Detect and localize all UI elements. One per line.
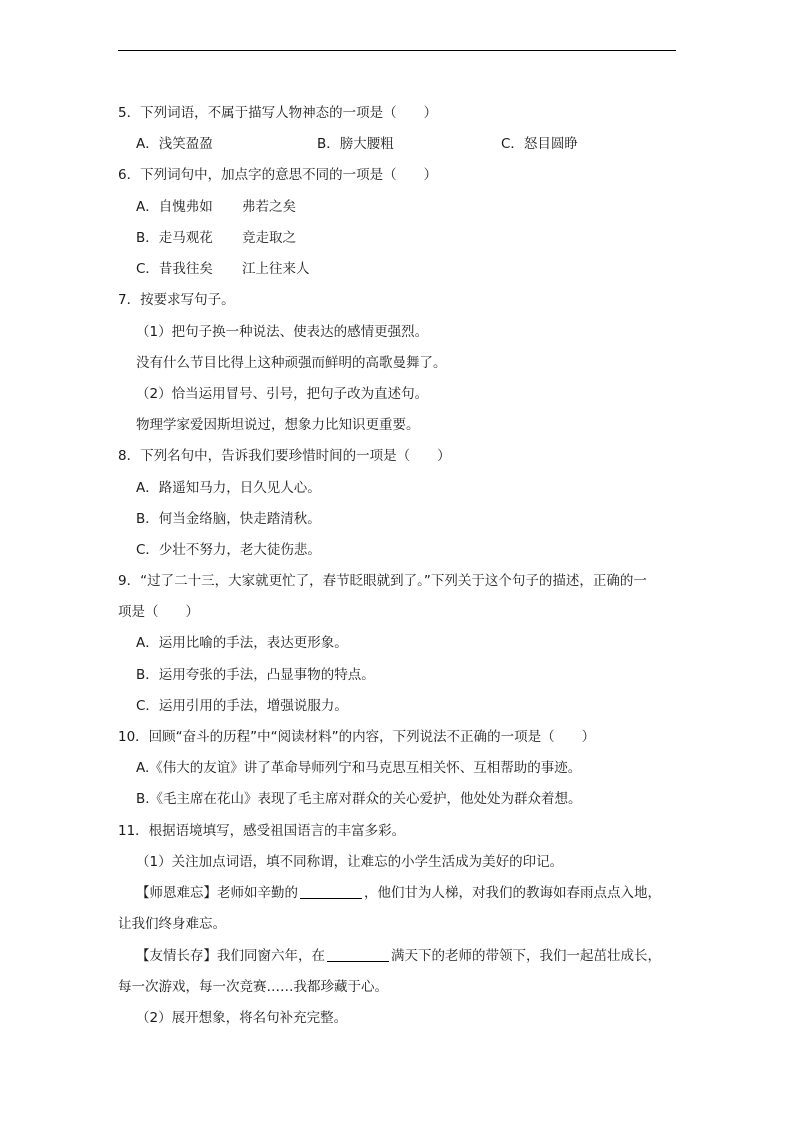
question-8-stem: 8．下列名句中，告诉我们要珍惜时间的一项是（ ）	[118, 448, 451, 464]
question-9-option-b: B．运用夸张的手法，凸显事物的特点。	[136, 667, 375, 683]
paragraph-text: 【师恩难忘】老师如辛勤的	[136, 885, 298, 901]
question-11-sub1: （1）关注加点词语，填不同称谓，让难忘的小学生活成为美好的印记。	[136, 854, 564, 870]
question-5-option-c: C．怒目圆睁	[501, 136, 578, 152]
question-8-option-c: C．少壮不努力，老大徒伤悲。	[136, 542, 321, 558]
question-9-option-c: C．运用引用的手法，增强说服力。	[136, 698, 348, 714]
question-5-option-a: A．浅笑盈盈	[136, 136, 213, 152]
question-11-sub2: （2）展开想象，将名句补充完整。	[136, 1010, 348, 1026]
question-11-paragraph-teacher-cont: 让我们终身难忘。	[118, 916, 226, 932]
question-9-stem-line1: 9．“过了二十三，大家就更忙了，春节眨眼就到了。”下列关于这个句子的描述，正确的一	[118, 573, 647, 589]
fill-in-blank[interactable]	[327, 947, 389, 962]
question-9-stem-line2: 项是（ ）	[118, 604, 199, 620]
question-6-option-b-pair: 竞走取之	[242, 230, 296, 246]
question-10-stem: 10．回顾“奋斗的历程”中“阅读材料”的内容，下列说法不正确的一项是（ ）	[118, 729, 596, 745]
question-6-option-a-pair: 弗若之矣	[242, 199, 296, 215]
question-7-sub2-sentence: 物理学家爱因斯坦说过，想象力比知识更重要。	[136, 417, 420, 433]
question-8-option-b: B．何当金络脑，快走踏清秋。	[136, 511, 321, 527]
paragraph-text: ，他们甘为人梯，对我们的教诲如春雨点点入地，	[364, 885, 661, 901]
question-11-stem: 11．根据语境填写，感受祖国语言的丰富多彩。	[118, 823, 406, 839]
question-7-sub1-sentence: 没有什么节目比得上这种顽强而鲜明的高歌曼舞了。	[136, 355, 447, 371]
header-rule	[118, 50, 676, 51]
question-6-option-c-pair: 江上往来人	[242, 261, 310, 277]
question-6-option-b: B．走马观花	[136, 230, 213, 246]
question-10-option-b: B.《毛主席在花山》表现了毛主席对群众的关心爱护，他处处为群众着想。	[136, 791, 582, 807]
question-7-stem: 7．按要求写句子。	[118, 292, 235, 308]
question-5-option-b: B．膀大腰粗	[317, 136, 394, 152]
question-10-option-a: A.《伟大的友谊》讲了革命导师列宁和马克思互相关怀、互相帮助的事迹。	[136, 760, 582, 776]
question-6-option-a	[136, 198, 213, 216]
question-7-sub1: （1）把句子换一种说法、使表达的感情更强烈。	[136, 324, 429, 340]
question-8-option-a: A．路遥知马力，日久见人心。	[136, 480, 321, 496]
question-6-stem: 6．下列词句中，加点字的意思不同的一项是（ ）	[118, 167, 438, 183]
paragraph-text: 【友情长存】我们同窗六年，在	[136, 948, 325, 964]
option-label: A．自愧弗如	[136, 199, 213, 215]
question-11-paragraph-friendship-cont: 每一次游戏，每一次竞赛……我都珍藏于心。	[118, 979, 388, 995]
question-11-paragraph-friendship	[136, 947, 661, 965]
question-5-stem: 5．下列词语，不属于描写人物神态的一项是（ ）	[118, 105, 438, 121]
fill-in-blank[interactable]	[300, 884, 362, 899]
question-7-sub2: （2）恰当运用冒号、引号，把句子改为直述句。	[136, 386, 429, 402]
paragraph-text: 满天下的老师的带领下，我们一起茁壮成长，	[391, 948, 661, 964]
question-6-option-c: C．昔我往矣	[136, 261, 213, 277]
question-9-option-a: A．运用比喻的手法，表达更形象。	[136, 635, 348, 651]
question-11-paragraph-teacher	[136, 884, 661, 902]
